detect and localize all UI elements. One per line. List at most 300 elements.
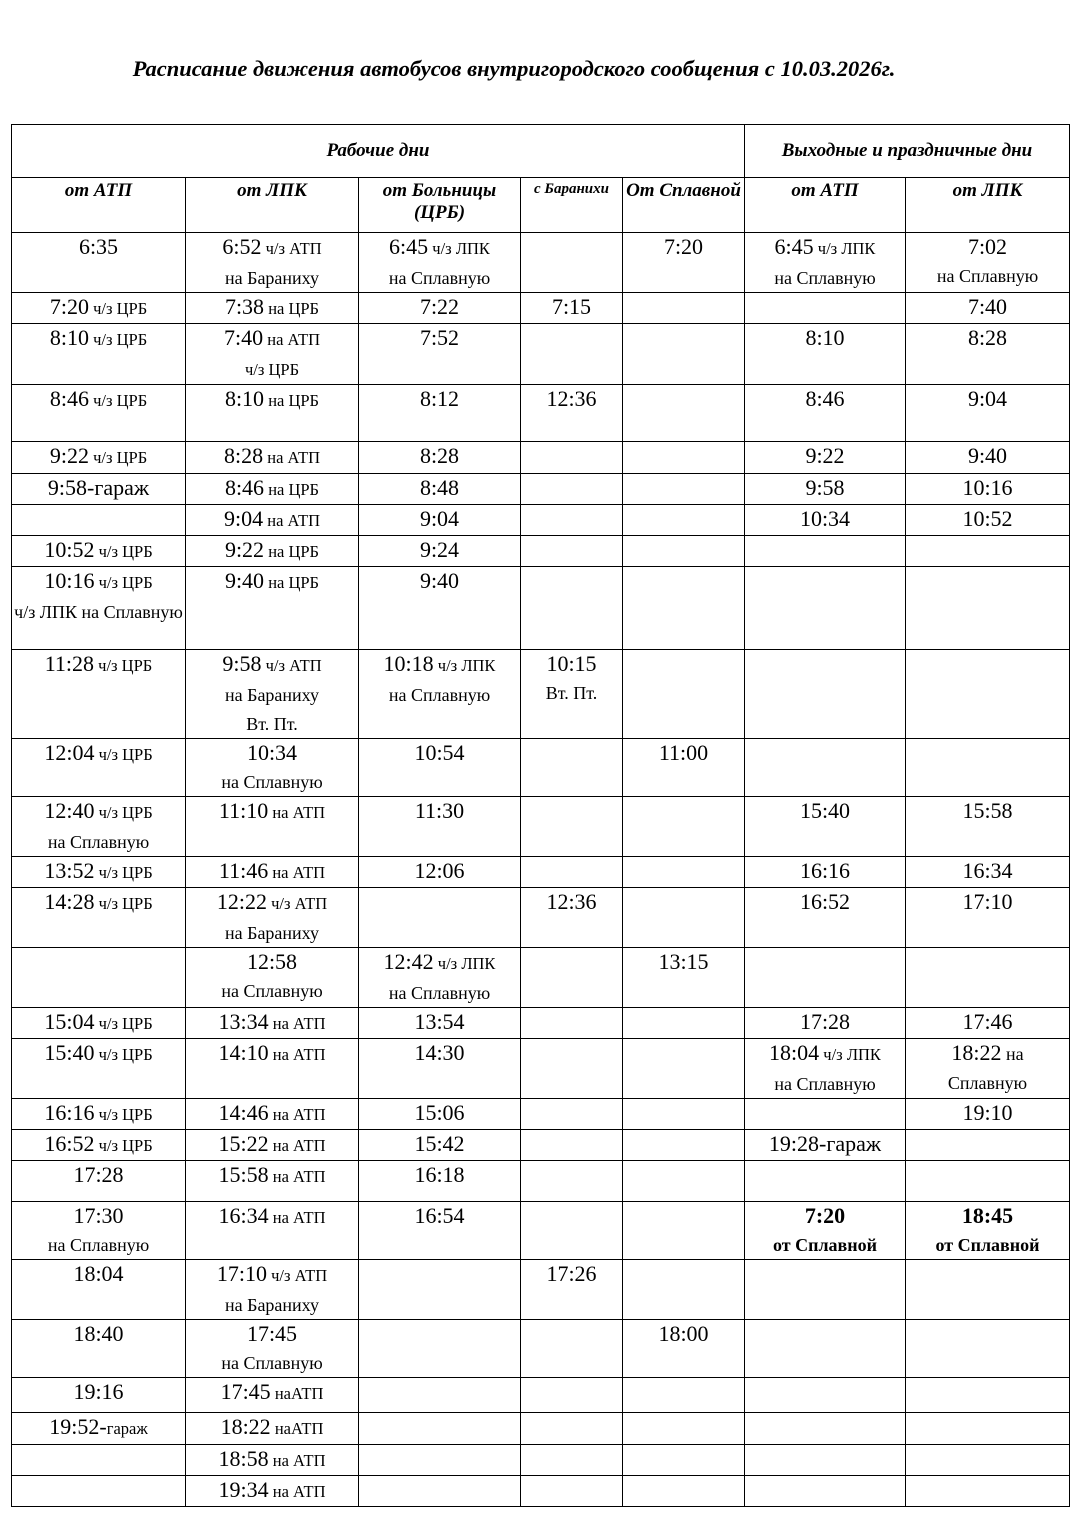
table-cell	[359, 1008, 521, 1039]
route-note: от Сплавной	[935, 1235, 1040, 1255]
route-note: ч/з ЦРБ	[94, 894, 153, 913]
table-cell	[906, 324, 1070, 385]
table-cell	[12, 442, 186, 474]
route-note: на ЦРБ	[264, 542, 320, 561]
table-cell	[359, 567, 521, 650]
table-row	[12, 1476, 1070, 1507]
departure-time: 15:22	[218, 1131, 269, 1156]
table-row	[12, 948, 1070, 1008]
table-cell	[623, 293, 745, 324]
table-cell	[12, 1039, 186, 1099]
table-cell	[745, 1378, 906, 1413]
route-note: ч/з ЦРБ	[94, 573, 153, 592]
table-cell	[186, 442, 359, 474]
departure-time: 18:04	[769, 1040, 820, 1065]
table-cell	[745, 1202, 906, 1260]
departure-time: 16:54	[414, 1203, 465, 1228]
table-cell	[12, 797, 186, 857]
table-cell	[623, 948, 745, 1008]
table-cell	[521, 474, 623, 505]
departure-time: 8:10	[224, 386, 265, 411]
table-cell	[623, 1099, 745, 1130]
table-cell	[745, 797, 906, 857]
table-cell	[521, 324, 623, 385]
table-row	[12, 888, 1070, 948]
table-cell	[906, 1202, 1070, 1260]
table-cell	[186, 739, 359, 797]
table-cell	[745, 1130, 906, 1161]
column-header: от ЛПК	[186, 178, 359, 233]
table-cell	[186, 1008, 359, 1039]
departure-time: 9:58	[222, 651, 262, 676]
table-cell	[521, 1413, 623, 1445]
table-cell	[623, 857, 745, 888]
route-note: на Сплавную	[388, 685, 491, 705]
table-cell	[521, 1320, 623, 1378]
departure-time: 9:40	[967, 443, 1008, 468]
departure-time: 8:28	[967, 325, 1008, 350]
table-cell	[186, 1445, 359, 1476]
table-cell	[623, 1039, 745, 1099]
table-cell	[521, 1161, 623, 1202]
table-cell	[186, 1260, 359, 1320]
departure-time: 11:10	[218, 798, 269, 823]
table-cell	[745, 739, 906, 797]
table-cell	[359, 1039, 521, 1099]
column-header: от АТП	[745, 178, 906, 233]
table-cell	[12, 474, 186, 505]
route-note: ч/з ЦРБ	[94, 803, 153, 822]
table-cell	[623, 233, 745, 293]
table-cell	[359, 857, 521, 888]
table-cell	[906, 888, 1070, 948]
table-cell	[745, 948, 906, 1008]
column-header: от АТП	[12, 178, 186, 233]
route-note: на АТП	[263, 448, 320, 467]
route-note: ч/з ЛПК	[433, 656, 496, 675]
table-cell	[745, 233, 906, 293]
table-row	[12, 857, 1070, 888]
departure-time: 7:22	[419, 294, 460, 319]
route-note: на АТП	[268, 1167, 326, 1186]
table-cell	[186, 567, 359, 650]
table-cell	[521, 1130, 623, 1161]
table-row	[12, 650, 1070, 739]
table-cell	[745, 1161, 906, 1202]
departure-time: 11:30	[414, 798, 465, 823]
route-note: Вт. Пт.	[246, 714, 298, 734]
table-cell	[12, 650, 186, 739]
departure-time: 6:35	[78, 234, 119, 259]
departure-time: 7:52	[419, 325, 460, 350]
route-note: на Бараниху	[224, 1295, 320, 1315]
table-cell	[12, 1161, 186, 1202]
table-cell	[623, 1202, 745, 1260]
departure-time: 17:30	[73, 1203, 124, 1228]
table-cell	[186, 1378, 359, 1413]
table-cell	[906, 797, 1070, 857]
table-cell	[521, 1202, 623, 1260]
route-note: на АТП	[268, 803, 326, 822]
table-cell	[745, 324, 906, 385]
table-row	[12, 1161, 1070, 1202]
table-cell	[12, 567, 186, 650]
table-cell	[521, 1378, 623, 1413]
route-note: ч/з АТП	[261, 656, 322, 675]
table-row	[12, 739, 1070, 797]
departure-time: 11:28	[44, 651, 95, 676]
table-cell	[745, 1260, 906, 1320]
table-cell	[359, 474, 521, 505]
table-cell	[186, 293, 359, 324]
departure-time: 9:58-гараж	[47, 475, 150, 500]
route-note: на Бараниху	[224, 923, 320, 943]
table-row	[12, 1099, 1070, 1130]
departure-time: 9:22	[49, 443, 89, 468]
route-note: на Сплавную	[774, 1074, 876, 1094]
departure-time: 15:42	[414, 1131, 465, 1156]
table-cell	[745, 1476, 906, 1507]
departure-time: 15:04	[44, 1009, 95, 1034]
table-cell	[186, 1099, 359, 1130]
table-row	[12, 1413, 1070, 1445]
table-cell	[359, 1161, 521, 1202]
table-cell	[906, 474, 1070, 505]
departure-time: 16:18	[414, 1162, 465, 1187]
departure-time: 17:10	[216, 1261, 267, 1286]
table-cell	[186, 1039, 359, 1099]
table-cell	[623, 442, 745, 474]
route-note: гараж	[106, 1419, 148, 1438]
table-cell	[12, 1413, 186, 1445]
table-cell	[521, 857, 623, 888]
table-cell	[745, 857, 906, 888]
route-note: ч/з ЛПК	[428, 239, 490, 258]
table-row	[12, 536, 1070, 567]
departure-time: 10:52	[962, 506, 1013, 531]
table-row	[12, 1378, 1070, 1413]
departure-time: 9:40	[419, 568, 460, 593]
table-cell	[521, 293, 623, 324]
route-note: ч/з ЦРБ	[94, 1045, 153, 1064]
departure-time: 15:58	[218, 1162, 269, 1187]
departure-time: 10:16	[962, 475, 1013, 500]
departure-time: 9:24	[419, 537, 460, 562]
table-cell	[906, 567, 1070, 650]
table-cell	[521, 1039, 623, 1099]
table-cell	[12, 324, 186, 385]
route-note: ч/з ЛПК на Сплавную	[14, 602, 183, 622]
route-note: ч/з ЦРБ	[94, 542, 153, 561]
timetable	[11, 124, 1070, 1507]
table-cell	[906, 1161, 1070, 1202]
departure-time: 12:04	[44, 740, 95, 765]
departure-time: 9:04	[224, 506, 264, 531]
table-cell	[521, 650, 623, 739]
table-cell	[623, 1260, 745, 1320]
route-note: ч/з ЦРБ	[244, 360, 300, 379]
route-note: на Сплавную	[774, 268, 876, 288]
departure-time: 15:06	[414, 1100, 465, 1125]
departure-time: 15:40	[44, 1040, 95, 1065]
table-cell	[906, 1039, 1070, 1099]
page-title: Расписание движения автобусов внутригородского сообщения с 10.03.2026г.	[132, 56, 896, 81]
table-cell	[186, 857, 359, 888]
departure-time: 10:54	[414, 740, 465, 765]
table-cell	[12, 739, 186, 797]
table-row	[12, 442, 1070, 474]
table-cell	[12, 1476, 186, 1507]
route-note: ч/з ЛПК	[433, 954, 496, 973]
route-note: на ЦРБ	[264, 299, 320, 318]
departure-time: 9:58	[805, 475, 845, 500]
route-note: на Бараниху	[224, 268, 320, 288]
table-cell	[521, 1260, 623, 1320]
table-cell	[186, 324, 359, 385]
table-cell	[906, 948, 1070, 1008]
departure-time: 10:18	[383, 651, 434, 676]
route-note: Вт. Пт.	[545, 683, 598, 703]
departure-time: 18:22	[220, 1414, 271, 1439]
departure-time: 7:15	[551, 294, 592, 319]
table-cell	[906, 1008, 1070, 1039]
departure-time: 13:52	[44, 858, 95, 883]
table-cell	[745, 650, 906, 739]
table-cell	[359, 1202, 521, 1260]
departure-time: 16:52	[44, 1131, 95, 1156]
table-cell	[12, 1099, 186, 1130]
departure-time: 14:46	[218, 1100, 269, 1125]
table-cell	[745, 505, 906, 536]
table-cell	[623, 739, 745, 797]
route-note: на АТП	[268, 1482, 326, 1501]
route-note: ч/з АТП	[261, 239, 322, 258]
column-header: от ЛПК	[906, 178, 1070, 233]
table-cell	[12, 1130, 186, 1161]
table-row	[12, 1130, 1070, 1161]
table-cell	[359, 293, 521, 324]
route-note: от Сплавной	[772, 1235, 878, 1255]
departure-time: 12:06	[414, 858, 465, 883]
column-header: От Сплавной	[623, 178, 745, 233]
table-cell	[906, 1413, 1070, 1445]
departure-time: 8:48	[419, 475, 460, 500]
table-cell	[906, 1099, 1070, 1130]
departure-time: 15:40	[799, 798, 851, 823]
table-cell	[906, 1476, 1070, 1507]
table-cell	[745, 442, 906, 474]
table-cell	[623, 1445, 745, 1476]
table-cell	[12, 1008, 186, 1039]
departure-time: 17:26	[546, 1261, 597, 1286]
table-cell	[359, 1099, 521, 1130]
table-cell	[906, 505, 1070, 536]
table-row	[12, 567, 1070, 650]
table-cell	[12, 1260, 186, 1320]
table-cell	[12, 505, 186, 536]
table-cell	[186, 797, 359, 857]
table-cell	[623, 1413, 745, 1445]
departure-time: 19:10	[962, 1100, 1013, 1125]
table-cell	[521, 567, 623, 650]
table-cell	[12, 1202, 186, 1260]
route-note: ч/з ЦРБ	[94, 863, 153, 882]
table-cell	[623, 1130, 745, 1161]
route-note: наАТП	[270, 1384, 324, 1403]
table-row	[12, 1039, 1070, 1099]
table-cell	[623, 1008, 745, 1039]
table-cell	[521, 233, 623, 293]
departure-time: 8:46	[49, 386, 89, 411]
workdays-header: Рабочие дни	[12, 125, 745, 178]
table-cell	[12, 536, 186, 567]
weekends-header: Выходные и праздничные дни	[745, 125, 1070, 178]
route-note: на АТП	[268, 1105, 326, 1124]
table-cell	[359, 536, 521, 567]
table-cell	[623, 324, 745, 385]
table-cell	[906, 536, 1070, 567]
table-cell	[359, 948, 521, 1008]
departure-time: 6:45	[774, 234, 814, 259]
table-cell	[12, 948, 186, 1008]
departure-time: 12:36	[546, 889, 597, 914]
departure-time: 17:45	[246, 1321, 298, 1346]
departure-time: 12:40	[44, 798, 95, 823]
table-cell	[359, 324, 521, 385]
route-note: ч/з ЦРБ	[94, 1105, 153, 1124]
table-cell	[521, 536, 623, 567]
departure-time: 7:40	[224, 325, 264, 350]
route-note: ч/з ЦРБ	[88, 448, 148, 467]
table-cell	[186, 1161, 359, 1202]
route-note: на Сплавную	[47, 832, 150, 852]
table-cell	[623, 505, 745, 536]
route-note: на Сплавную	[221, 772, 323, 792]
route-note: на АТП	[268, 1045, 326, 1064]
table-cell	[623, 797, 745, 857]
table-cell	[359, 505, 521, 536]
departure-time: 16:16	[44, 1100, 95, 1125]
route-note: на Бараниху	[224, 685, 320, 705]
table-cell	[521, 797, 623, 857]
table-cell	[359, 1130, 521, 1161]
table-cell	[186, 948, 359, 1008]
route-note: на Сплавную	[936, 266, 1039, 286]
table-cell	[521, 1476, 623, 1507]
departure-time: 9:40	[224, 568, 265, 593]
route-note: ч/з АТП	[267, 1266, 328, 1285]
departure-time: 9:04	[419, 506, 460, 531]
departure-time: 9:22	[805, 443, 845, 468]
table-cell	[623, 1476, 745, 1507]
table-cell	[359, 1413, 521, 1445]
table-cell	[623, 1320, 745, 1378]
route-note: Сплавную	[947, 1073, 1028, 1093]
route-note: на АТП	[263, 511, 320, 530]
table-cell	[359, 739, 521, 797]
route-note: на Сплавную	[388, 983, 491, 1003]
departure-time: 17:10	[962, 889, 1013, 914]
column-header: от Больницы (ЦРБ)	[359, 178, 521, 233]
departure-time: 16:52	[799, 889, 851, 914]
table-row	[12, 1445, 1070, 1476]
table-row	[12, 1260, 1070, 1320]
table-cell	[521, 739, 623, 797]
column-header: с Баранихи	[521, 178, 623, 233]
table-cell	[186, 474, 359, 505]
table-cell	[186, 1320, 359, 1378]
departure-time: 11:00	[658, 740, 709, 765]
route-note: на Сплавную	[221, 1353, 323, 1373]
table-cell	[12, 233, 186, 293]
route-note: на АТП	[263, 330, 320, 349]
departure-time: 9:22	[224, 537, 265, 562]
table-cell	[359, 442, 521, 474]
timetable-body	[12, 233, 1070, 1507]
table-cell	[623, 536, 745, 567]
table-cell	[521, 1099, 623, 1130]
table-cell	[12, 1320, 186, 1378]
departure-time: 7:20	[663, 234, 704, 259]
route-note: на	[1001, 1044, 1024, 1064]
route-note: ч/з ЦРБ	[88, 391, 148, 410]
table-cell	[745, 293, 906, 324]
departure-time: 17:28	[73, 1162, 124, 1187]
table-cell	[745, 888, 906, 948]
table-cell	[12, 1445, 186, 1476]
table-cell	[745, 1008, 906, 1039]
table-cell	[186, 1476, 359, 1507]
route-note: ч/з ЛПК	[819, 1045, 881, 1064]
table-cell	[359, 1378, 521, 1413]
departure-time: 8:28	[224, 443, 264, 468]
route-note: на Сплавную	[47, 1235, 150, 1255]
departure-time: 7:20	[804, 1203, 846, 1228]
departure-time: 6:45	[389, 234, 429, 259]
table-cell	[906, 857, 1070, 888]
table-cell	[186, 233, 359, 293]
table-cell	[623, 1161, 745, 1202]
table-cell	[906, 1260, 1070, 1320]
departure-time: 18:45	[961, 1203, 1014, 1228]
departure-time: 8:12	[419, 386, 460, 411]
departure-time: 11:46	[218, 858, 269, 883]
departure-time: 17:46	[962, 1009, 1013, 1034]
table-cell	[359, 797, 521, 857]
table-cell	[623, 888, 745, 948]
table-cell	[906, 1445, 1070, 1476]
departure-time: 14:30	[414, 1040, 465, 1065]
route-note: на АТП	[268, 1208, 326, 1227]
route-note: на АТП	[268, 1014, 326, 1033]
table-cell	[12, 385, 186, 442]
route-note: ч/з ЦРБ	[94, 1136, 153, 1155]
departure-time: 19:52-	[49, 1414, 107, 1439]
departure-time: 10:34	[799, 506, 851, 531]
route-note: на ЦРБ	[264, 480, 320, 499]
table-cell	[906, 385, 1070, 442]
table-cell	[186, 505, 359, 536]
departure-time: 8:10	[49, 325, 89, 350]
table-cell	[521, 505, 623, 536]
table-cell	[521, 385, 623, 442]
departure-time: 10:15	[546, 651, 597, 676]
departure-time: 18:04	[73, 1261, 124, 1286]
route-note: ч/з ЦРБ	[94, 1014, 153, 1033]
table-cell	[359, 1320, 521, 1378]
departure-time: 18:40	[73, 1321, 124, 1346]
route-note: на ЦРБ	[264, 573, 320, 592]
